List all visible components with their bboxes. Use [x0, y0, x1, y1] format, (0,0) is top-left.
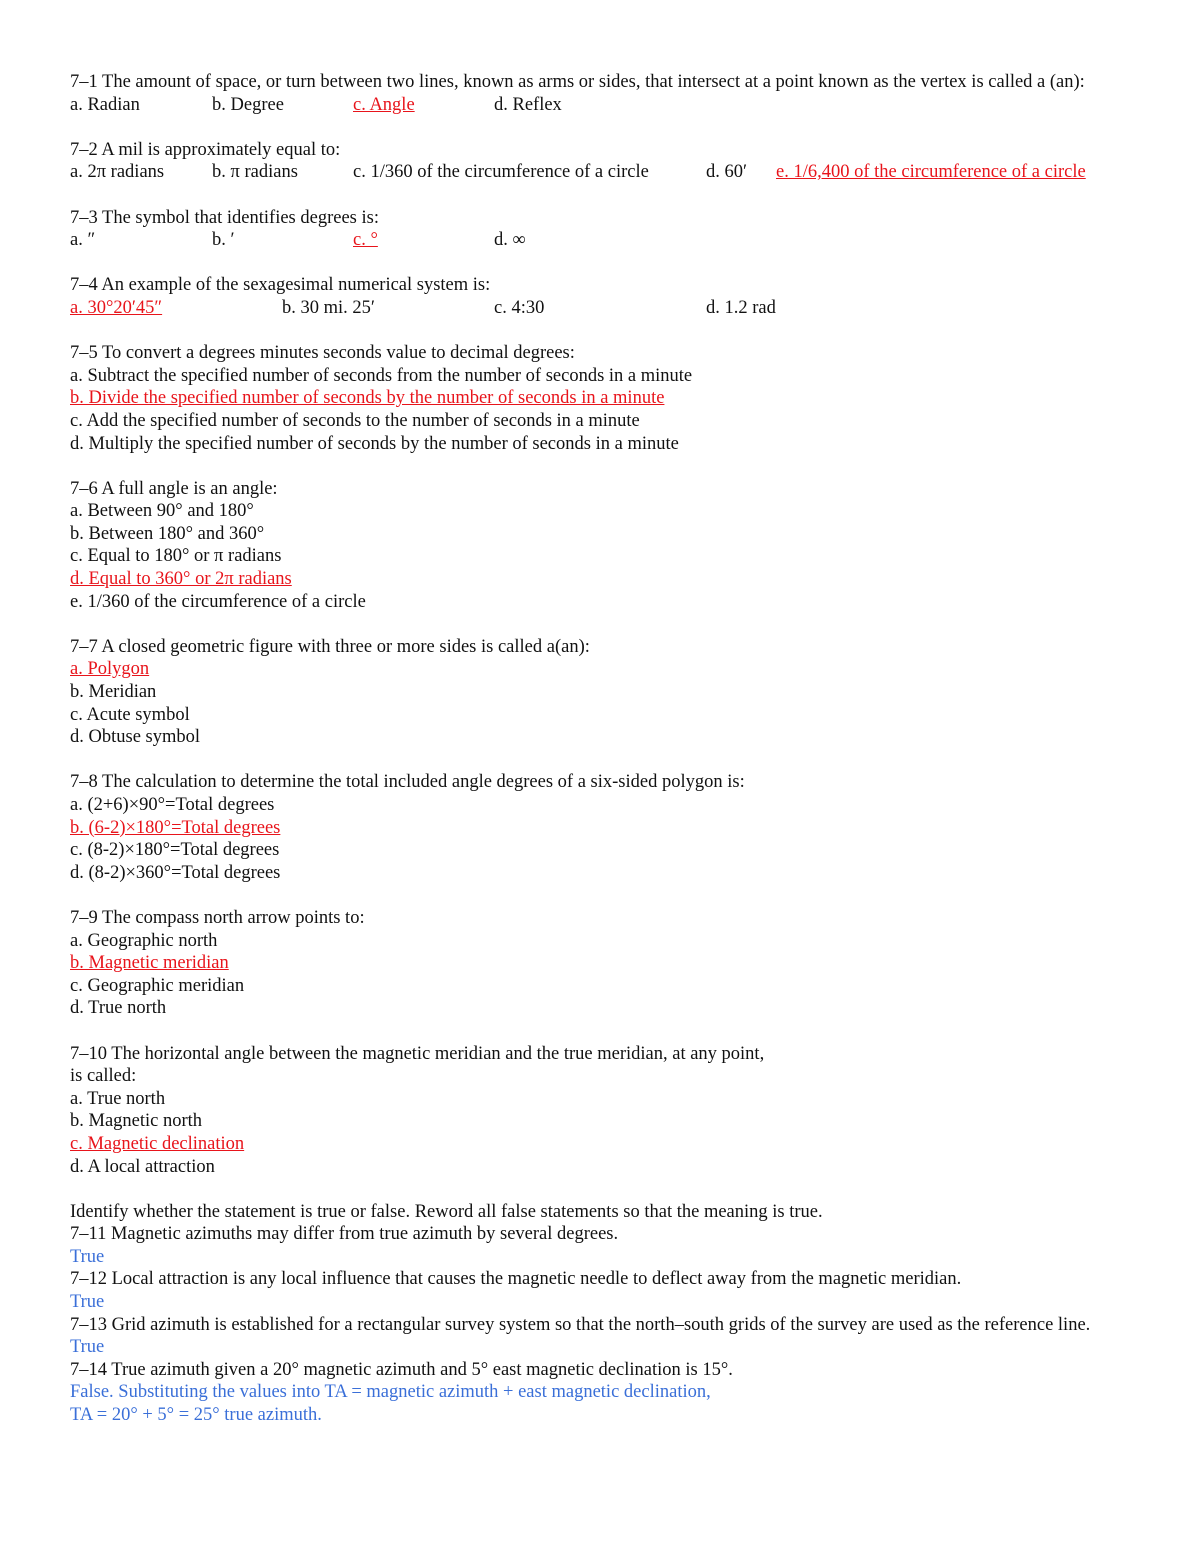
- option-a: a. (2+6)×90°=Total degrees: [70, 795, 275, 815]
- question-7-13-stem: 7–13 Grid azimuth is established for a rectangular survey system so that the north–south grids of the survey are used as the reference line.: [70, 1314, 1091, 1335]
- option-a: a. Between 90° and 180°: [70, 501, 254, 522]
- option-b: b. 30 mi. 25′: [282, 297, 375, 318]
- question-7-11-answer: True: [70, 1246, 105, 1267]
- question-7-2-stem: 7–2 A mil is approximately equal to:: [70, 139, 341, 160]
- question-7-14-stem: 7–14 True azimuth given a 20° magnetic azimuth and 5° east magnetic declination is 15°.: [70, 1359, 733, 1380]
- question-7-12-answer: True: [70, 1292, 105, 1313]
- option-c: c. 4:30: [494, 297, 545, 318]
- option-a: a. Geographic north: [70, 930, 218, 951]
- question-7-3-stem: 7–3 The symbol that identifies degrees is:: [70, 207, 379, 228]
- question-7-4-options: [70, 297, 1130, 320]
- option-a: a. 2π radians: [70, 162, 165, 183]
- question-7-10-stem-line2: is called:: [70, 1066, 137, 1087]
- question-7-10-stem-line1: 7–10 The horizontal angle between the magnetic meridian and the true meridian, at any point,: [70, 1043, 765, 1064]
- option-d: d. Obtuse symbol: [70, 727, 201, 748]
- option-a: a. ″: [70, 230, 96, 251]
- question-7-2-options: [70, 161, 1130, 184]
- option-c-correct: c. °: [353, 230, 378, 251]
- option-d: d. ∞: [494, 230, 526, 251]
- true-false-instructions: Identify whether the statement is true or false. Reword all false statements so that the meaning is true.: [70, 1201, 823, 1222]
- option-b: b. Magnetic north: [70, 1111, 203, 1132]
- option-b: b. Between 180° and 360°: [70, 523, 265, 544]
- option-b: b. ′: [212, 230, 235, 251]
- option-d: d. (8-2)×360°=Total degrees: [70, 862, 281, 883]
- option-b: b. Degree: [212, 94, 284, 115]
- option-a: a. Subtract the specified number of seconds from the number of seconds in a minute: [70, 365, 693, 386]
- option-d: d. True north: [70, 998, 167, 1019]
- option-d: d. 60′: [706, 162, 748, 183]
- question-7-1-stem: 7–1 The amount of space, or turn between two lines, known as arms or sides, that intersect at a point known as the vertex is called a (an):: [70, 72, 1085, 92]
- option-c: c. Equal to 180° or π radians: [70, 546, 282, 567]
- question-7-14-answer-line1: False. Substituting the values into TA = magnetic azimuth + east magnetic declination,: [70, 1382, 711, 1403]
- question-7-11-stem: 7–11 Magnetic azimuths may differ from true azimuth by several degrees.: [70, 1224, 619, 1245]
- option-d: d. Multiply the specified number of seconds by the number of seconds in a minute: [70, 433, 679, 454]
- question-7-12-stem: 7–12 Local attraction is any local influence that causes the magnetic needle to deflect away from the magnetic meridian.: [70, 1269, 962, 1290]
- option-b-correct: b. Magnetic meridian: [70, 953, 229, 974]
- question-7-5-stem: 7–5 To convert a degrees minutes seconds value to decimal degrees:: [70, 343, 575, 364]
- option-b-correct: b. Divide the specified number of seconds by the number of seconds in a minute: [70, 388, 665, 409]
- question-7-6-stem: 7–6 A full angle is an angle:: [70, 478, 278, 499]
- question-7-1-options: [70, 94, 1130, 117]
- question-7-14-answer-line2: TA = 20° + 5° = 25° true azimuth.: [70, 1405, 322, 1426]
- option-c: c. Add the specified number of seconds to the number of seconds in a minute: [70, 410, 640, 431]
- option-d: d. Reflex: [494, 94, 562, 115]
- question-7-3-options: [70, 229, 1130, 252]
- option-c: c. Acute symbol: [70, 704, 190, 725]
- option-c: c. Geographic meridian: [70, 975, 245, 996]
- worksheet-page: [70, 71, 1130, 1427]
- option-e-correct: e. 1/6,400 of the circumference of a circle: [776, 162, 1086, 183]
- option-a: a. Radian: [70, 94, 140, 115]
- option-b: b. Meridian: [70, 682, 157, 703]
- option-d-correct: d. Equal to 360° or 2π radians: [70, 569, 292, 590]
- option-c-correct: c. Angle: [353, 94, 415, 115]
- option-c-correct: c. Magnetic declination: [70, 1133, 245, 1154]
- option-b: b. π radians: [212, 162, 298, 183]
- option-d: d. 1.2 rad: [706, 297, 776, 318]
- option-b-correct: b. (6-2)×180°=Total degrees: [70, 817, 281, 838]
- option-d: d. A local attraction: [70, 1156, 215, 1177]
- question-7-4-stem: 7–4 An example of the sexagesimal numerical system is:: [70, 275, 491, 296]
- option-c: c. (8-2)×180°=Total degrees: [70, 840, 280, 861]
- option-c: c. 1/360 of the circumference of a circle: [353, 162, 649, 183]
- question-7-8-stem: 7–8 The calculation to determine the total included angle degrees of a six-sided polygon is:: [70, 772, 745, 793]
- question-7-9-stem: 7–9 The compass north arrow points to:: [70, 907, 365, 928]
- option-a: a. True north: [70, 1088, 166, 1109]
- question-7-7-stem: 7–7 A closed geometric figure with three or more sides is called a(an):: [70, 636, 590, 657]
- question-7-13-answer: True: [70, 1337, 105, 1358]
- option-a-correct: a. Polygon: [70, 659, 150, 680]
- option-e: e. 1/360 of the circumference of a circle: [70, 591, 366, 612]
- option-a-correct: a. 30°20′45″: [70, 297, 163, 318]
